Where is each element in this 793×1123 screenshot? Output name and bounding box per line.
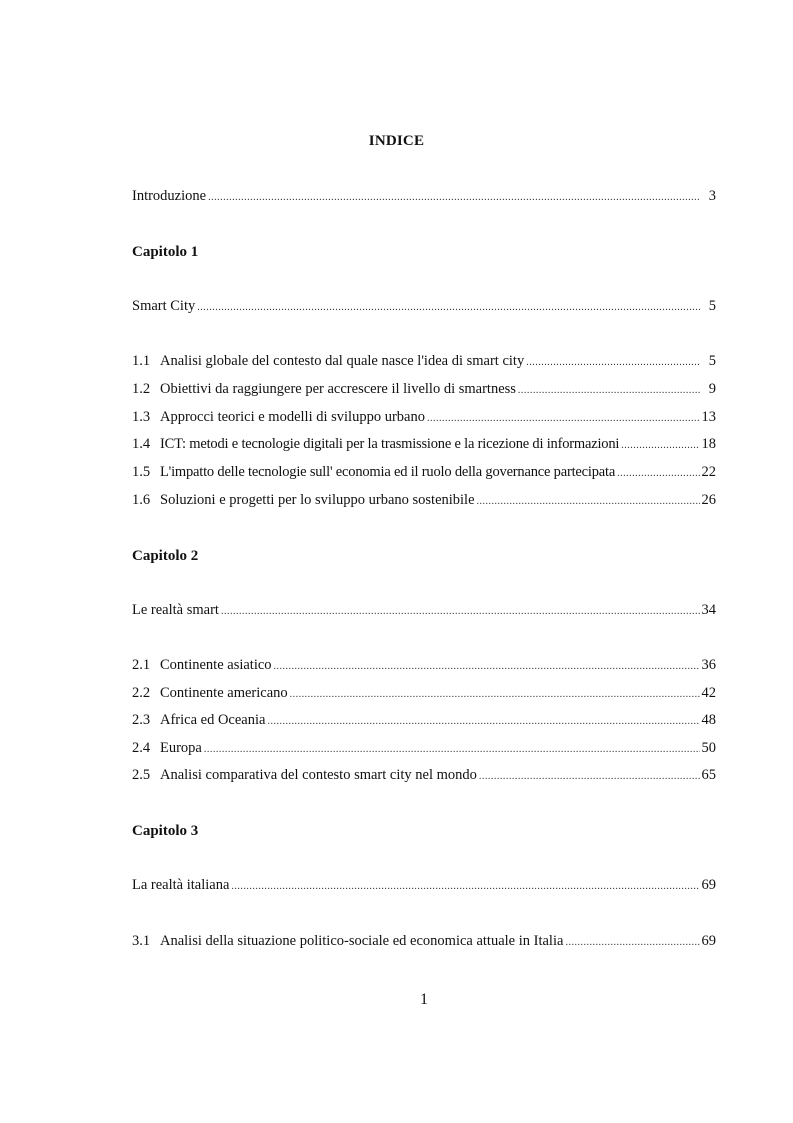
toc-entry-text: Soluzioni e progetti per lo sviluppo urbano sostenibile bbox=[160, 492, 475, 508]
toc-entry-1-6[interactable] bbox=[132, 492, 716, 512]
toc-leader-dots bbox=[477, 492, 700, 509]
toc-entry-realta-italiana[interactable] bbox=[132, 877, 716, 897]
toc-entry-number: 2.1 bbox=[132, 657, 151, 673]
toc-entry-page: 34 bbox=[701, 602, 716, 618]
chapter-3-heading: Capitolo 3 bbox=[132, 823, 199, 839]
toc-entry-number: 3.1 bbox=[132, 933, 151, 949]
toc-entry-number: 1.4 bbox=[132, 436, 151, 452]
toc-entry-page: 3 bbox=[708, 188, 716, 204]
toc-entry-page: 69 bbox=[701, 933, 716, 949]
toc-entry-number: 2.4 bbox=[132, 740, 151, 756]
toc-entry-page: 50 bbox=[701, 740, 716, 756]
toc-entry-1-3[interactable] bbox=[132, 409, 716, 429]
toc-leader-dots bbox=[197, 298, 700, 315]
toc-entry-number: 1.5 bbox=[132, 464, 151, 480]
toc-entry-text: Smart City bbox=[132, 298, 196, 314]
toc-leader-dots bbox=[617, 464, 699, 481]
page-title: INDICE bbox=[368, 133, 425, 149]
toc-entry-number: 1.2 bbox=[132, 381, 151, 397]
toc-entry-page: 22 bbox=[701, 464, 716, 480]
toc-leader-dots bbox=[565, 933, 699, 950]
toc-entry-text: Obiettivi da raggiungere per accrescere il livello di smartness bbox=[160, 381, 516, 397]
toc-leader-dots bbox=[518, 381, 700, 398]
toc-entry-2-2[interactable] bbox=[132, 685, 716, 705]
toc-entry-page: 26 bbox=[701, 492, 716, 508]
toc-entry-number: 1.1 bbox=[132, 353, 151, 369]
toc-entry-2-1[interactable] bbox=[132, 657, 716, 677]
toc-entry-text: Europa bbox=[160, 740, 202, 756]
toc-leader-dots bbox=[290, 685, 700, 702]
toc-entry-page: 42 bbox=[701, 685, 716, 701]
toc-entry-text: Analisi globale del contesto dal quale nasce l'idea di smart city bbox=[160, 353, 525, 369]
toc-leader-dots bbox=[204, 740, 700, 757]
toc-leader-dots bbox=[479, 767, 700, 784]
page-number: 1 bbox=[420, 991, 428, 1008]
toc-entry-text: La realtà italiana bbox=[132, 877, 230, 893]
toc-entry-number: 2.5 bbox=[132, 767, 151, 783]
toc-entry-1-4[interactable] bbox=[132, 436, 716, 456]
toc-leader-dots bbox=[274, 657, 700, 674]
toc-entry-page: 13 bbox=[701, 409, 716, 425]
toc-entry-page: 65 bbox=[701, 767, 716, 783]
toc-entry-text: Continente asiatico bbox=[160, 657, 272, 673]
toc-entry-page: 36 bbox=[701, 657, 716, 673]
toc-entry-text: Approcci teorici e modelli di sviluppo urbano bbox=[160, 409, 425, 425]
toc-entry-2-3[interactable] bbox=[132, 712, 716, 732]
toc-entry-number: 2.3 bbox=[132, 712, 151, 728]
toc-leader-dots bbox=[621, 436, 699, 453]
toc-entry-text: Analisi della situazione politico-sociale ed economica attuale in Italia bbox=[160, 933, 564, 949]
toc-entry-1-1[interactable] bbox=[132, 353, 716, 373]
toc-entry-2-4[interactable] bbox=[132, 740, 716, 760]
toc-entry-number: 1.6 bbox=[132, 492, 151, 508]
toc-entry-1-5[interactable] bbox=[132, 464, 716, 484]
toc-entry-page: 48 bbox=[701, 712, 716, 728]
toc-leader-dots bbox=[526, 353, 700, 370]
toc-leader-dots bbox=[427, 409, 700, 426]
toc-entry-introduction[interactable] bbox=[132, 188, 716, 208]
toc-entry-text: Le realtà smart bbox=[132, 602, 219, 618]
toc-entry-text: Introduzione bbox=[132, 188, 207, 204]
toc-entry-page: 18 bbox=[701, 436, 716, 452]
toc-entry-text: Continente americano bbox=[160, 685, 288, 701]
toc-entry-page: 5 bbox=[708, 298, 716, 314]
toc-entry-2-5[interactable] bbox=[132, 767, 716, 787]
toc-leader-dots bbox=[267, 712, 699, 729]
toc-leader-dots bbox=[231, 877, 699, 894]
toc-entry-number: 1.3 bbox=[132, 409, 151, 425]
toc-entry-text: L'impatto delle tecnologie sull' economia ed il ruolo della governance partecipata bbox=[160, 464, 616, 480]
toc-entry-number: 2.2 bbox=[132, 685, 151, 701]
toc-leader-dots bbox=[221, 602, 700, 619]
toc-entry-page: 9 bbox=[708, 381, 716, 397]
toc-entry-text: Analisi comparativa del contesto smart city nel mondo bbox=[160, 767, 477, 783]
toc-entry-page: 69 bbox=[701, 877, 716, 893]
toc-entry-3-1[interactable] bbox=[132, 933, 716, 953]
chapter-2-heading: Capitolo 2 bbox=[132, 548, 199, 564]
toc-entry-text: Africa ed Oceania bbox=[160, 712, 266, 728]
toc-leader-dots bbox=[208, 188, 700, 205]
chapter-1-heading: Capitolo 1 bbox=[132, 244, 199, 260]
toc-entry-page: 5 bbox=[708, 353, 716, 369]
toc-entry-text: ICT: metodi e tecnologie digitali per la trasmissione e la ricezione di informazioni bbox=[160, 436, 620, 452]
toc-entry-smart-city[interactable] bbox=[132, 298, 716, 318]
toc-entry-1-2[interactable] bbox=[132, 381, 716, 401]
toc-entry-realta-smart[interactable] bbox=[132, 602, 716, 622]
